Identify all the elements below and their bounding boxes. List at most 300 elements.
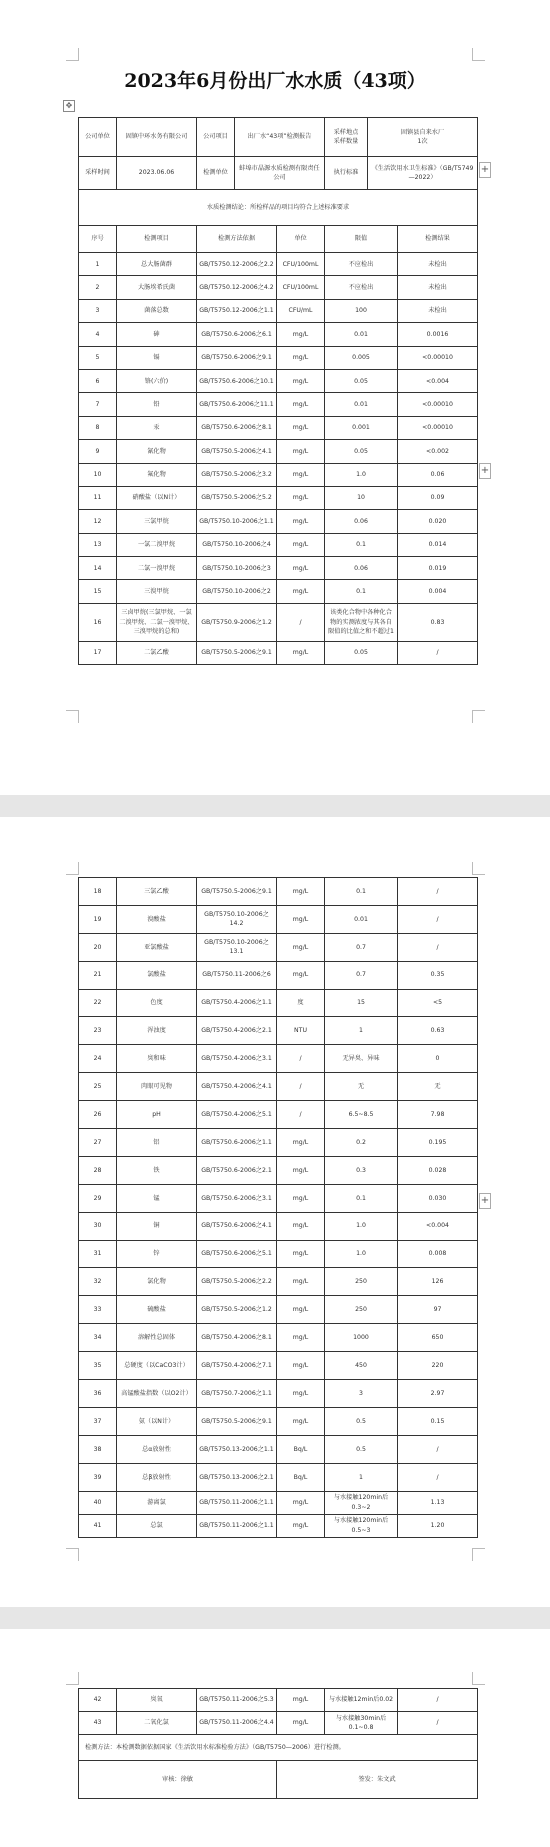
table-row [79, 1352, 478, 1380]
cell-item: 锌 [117, 1240, 197, 1268]
cell-index: 35 [79, 1352, 117, 1380]
cell-limit: 0.1 [325, 878, 398, 906]
cell-limit: 250 [325, 1268, 398, 1296]
crop-mark [472, 862, 485, 875]
cell-method: GB/T5750.11-2006之6 [197, 961, 277, 989]
cell-result: 无 [398, 1073, 478, 1101]
table-row [79, 299, 478, 322]
cell-limit: 该类化合物中各种化合物的实测浓度与其各自限值的比值之和不超过1 [325, 603, 398, 641]
cell-item: 氰化物 [117, 440, 197, 463]
table-move-handle-icon[interactable]: ✥ [63, 100, 75, 112]
conclusion: 水质检测结论：所检样品的项目均符合上述标准要求 [79, 190, 478, 226]
cell-result: 0.028 [398, 1156, 478, 1184]
cell-index: 29 [79, 1184, 117, 1212]
cell-item: 镉 [117, 346, 197, 369]
cell-item: 氯酸盐 [117, 961, 197, 989]
cell-unit: mg/L [277, 416, 325, 439]
cell-result: 220 [398, 1352, 478, 1380]
cell-result: <0.00010 [398, 416, 478, 439]
cell-method: GB/T5750.13-2006之2.1 [197, 1463, 277, 1491]
method-note: 检测方法：本检测数据依据国家《生活饮用水标准检验方法》（GB/T5750—2006）进行检测。 [79, 1735, 478, 1761]
cell-index: 43 [79, 1712, 117, 1735]
cell-item: 菌落总数 [117, 299, 197, 322]
cell-unit: mg/L [277, 486, 325, 509]
cell-result: 0.0016 [398, 323, 478, 346]
cell-method: GB/T5750.4-2006之3.1 [197, 1045, 277, 1073]
cell-method: GB/T5750.4-2006之1.1 [197, 989, 277, 1017]
cell-index: 19 [79, 905, 117, 933]
cell-result: 0.15 [398, 1407, 478, 1435]
cell-limit: 0.01 [325, 393, 398, 416]
cell-limit: 1.0 [325, 1212, 398, 1240]
cell-index: 26 [79, 1101, 117, 1129]
cell-item: 铜 [117, 1212, 197, 1240]
cell-unit: mg/L [277, 440, 325, 463]
cell-method: GB/T5750.13-2006之1.1 [197, 1435, 277, 1463]
cell-unit: mg/L [277, 1514, 325, 1537]
cell-index: 15 [79, 580, 117, 603]
project-label: 公司项目 [197, 118, 235, 157]
table-row [79, 641, 478, 664]
cell-limit: 0.1 [325, 580, 398, 603]
cell-item: 浑浊度 [117, 1017, 197, 1045]
cell-unit: / [277, 1045, 325, 1073]
cell-result: / [398, 905, 478, 933]
table-row [79, 1407, 478, 1435]
cell-method: GB/T5750.10-2006之4 [197, 533, 277, 556]
location-count-labels [325, 118, 368, 157]
cell-item: 硝酸盐（以N计） [117, 486, 197, 509]
cell-limit: 与水接触12min后0.02 [325, 1689, 398, 1712]
cell-unit: mg/L [277, 878, 325, 906]
cell-index: 38 [79, 1435, 117, 1463]
results-table-page-1 [78, 225, 478, 665]
cell-unit: mg/L [277, 393, 325, 416]
table-row [79, 416, 478, 439]
cell-result: / [398, 878, 478, 906]
cell-limit: 与水接触120min后0.5~3 [325, 1514, 398, 1537]
insert-row-button[interactable]: + [479, 463, 491, 479]
cell-method: GB/T5750.6-2006之2.1 [197, 1156, 277, 1184]
cell-unit: mg/L [277, 641, 325, 664]
table-row [79, 905, 478, 933]
cell-limit: 不应检出 [325, 276, 398, 299]
cell-item: 二氯乙酸 [117, 641, 197, 664]
cell-result: 7.98 [398, 1101, 478, 1129]
table-row [79, 510, 478, 533]
cell-index: 4 [79, 323, 117, 346]
date-value: 2023.06.06 [117, 157, 197, 190]
cell-limit: 不应检出 [325, 253, 398, 276]
cell-index: 11 [79, 486, 117, 509]
cell-unit: mg/L [277, 961, 325, 989]
cell-method: GB/T5750.5-2006之4.1 [197, 440, 277, 463]
cell-result: <5 [398, 989, 478, 1017]
cell-index: 20 [79, 933, 117, 961]
cell-method: GB/T5750.4-2006之7.1 [197, 1352, 277, 1380]
cell-limit: 0.05 [325, 369, 398, 392]
cell-index: 1 [79, 253, 117, 276]
cell-unit: / [277, 1073, 325, 1101]
cell-limit: 100 [325, 299, 398, 322]
cell-index: 39 [79, 1463, 117, 1491]
cell-index: 7 [79, 393, 117, 416]
table-row [79, 1184, 478, 1212]
crop-mark [66, 1672, 79, 1685]
cell-result: 0.06 [398, 463, 478, 486]
cell-index: 2 [79, 276, 117, 299]
table-row [79, 393, 478, 416]
cell-method: GB/T5750.6-2006之10.1 [197, 369, 277, 392]
cell-limit: 0.1 [325, 533, 398, 556]
cell-index: 33 [79, 1296, 117, 1324]
cell-item: 硫酸盐 [117, 1296, 197, 1324]
cell-method: GB/T5750.4-2006之4.1 [197, 1073, 277, 1101]
cell-item: 三溴甲烷 [117, 580, 197, 603]
insert-row-button[interactable]: + [479, 1193, 491, 1209]
cell-method: GB/T5750.12-2006之4.2 [197, 276, 277, 299]
cell-result: 0.008 [398, 1240, 478, 1268]
cell-method: GB/T5750.12-2006之1.1 [197, 299, 277, 322]
table-row [79, 1491, 478, 1514]
cell-result: 0.004 [398, 580, 478, 603]
cell-item: 氨（以N计） [117, 1407, 197, 1435]
cell-method: GB/T5750.4-2006之5.1 [197, 1101, 277, 1129]
cell-index: 13 [79, 533, 117, 556]
cell-method: GB/T5750.6-2006之5.1 [197, 1240, 277, 1268]
cell-index: 5 [79, 346, 117, 369]
cell-item: 色度 [117, 989, 197, 1017]
cell-method: GB/T5750.5-2006之9.1 [197, 641, 277, 664]
cell-item: pH [117, 1101, 197, 1129]
cell-result: / [398, 641, 478, 664]
cell-index: 14 [79, 557, 117, 580]
col-header-item: 检测项目 [117, 226, 197, 253]
cell-item: 氟化物 [117, 463, 197, 486]
cell-method: GB/T5750.11-2006之1.1 [197, 1514, 277, 1537]
crop-mark [472, 48, 485, 61]
cell-index: 28 [79, 1156, 117, 1184]
cell-method: GB/T5750.11-2006之1.1 [197, 1491, 277, 1514]
cell-unit: mg/L [277, 1407, 325, 1435]
count-label: 采样数量 [333, 138, 359, 145]
cell-limit: 250 [325, 1296, 398, 1324]
cell-item: 锰 [117, 1184, 197, 1212]
cell-index: 21 [79, 961, 117, 989]
table-row [79, 369, 478, 392]
cell-result: 0.030 [398, 1184, 478, 1212]
cell-index: 17 [79, 641, 117, 664]
cell-limit: 1.0 [325, 463, 398, 486]
cell-limit: 无异臭、异味 [325, 1045, 398, 1073]
unit-value: 蚌埠市晶源水质检测有限责任公司 [235, 157, 325, 190]
table-row [79, 878, 478, 906]
cell-index: 31 [79, 1240, 117, 1268]
cell-unit: mg/L [277, 1324, 325, 1352]
table-row [79, 346, 478, 369]
crop-mark [66, 710, 79, 723]
cell-limit: 10 [325, 486, 398, 509]
cell-item: 三氯乙酸 [117, 878, 197, 906]
cell-method: GB/T5750.4-2006之2.1 [197, 1017, 277, 1045]
table-row [79, 1380, 478, 1408]
date-label: 采样时间 [79, 157, 117, 190]
cell-item: 一氯二溴甲烷 [117, 533, 197, 556]
cell-index: 10 [79, 463, 117, 486]
cell-limit: 与水接触30min后0.1~0.8 [325, 1712, 398, 1735]
cell-result: / [398, 933, 478, 961]
cell-result: 0.014 [398, 533, 478, 556]
cell-unit: mg/L [277, 1212, 325, 1240]
cell-unit: mg/L [277, 369, 325, 392]
cell-item: 二氧化氯 [117, 1712, 197, 1735]
cell-unit: mg/L [277, 1129, 325, 1157]
cell-method: GB/T5750.10-2006之13.1 [197, 933, 277, 961]
table-row [79, 933, 478, 961]
cell-limit: 1 [325, 1017, 398, 1045]
cell-unit: mg/L [277, 580, 325, 603]
cell-limit: 与水接触120min后0.3~2 [325, 1491, 398, 1514]
cell-item: 总大肠菌群 [117, 253, 197, 276]
cell-method: GB/T5750.12-2006之2.2 [197, 253, 277, 276]
cell-item: 臭氧 [117, 1689, 197, 1712]
cell-result: <0.004 [398, 1212, 478, 1240]
cell-unit: CFU/mL [277, 299, 325, 322]
cell-result: 0.019 [398, 557, 478, 580]
cell-index: 22 [79, 989, 117, 1017]
cell-index: 23 [79, 1017, 117, 1045]
cell-limit: 0.7 [325, 933, 398, 961]
table-row [79, 1689, 478, 1712]
cell-result: 2.97 [398, 1380, 478, 1408]
cell-limit: 1.0 [325, 1240, 398, 1268]
cell-method: GB/T5750.10-2006之1.1 [197, 510, 277, 533]
table-row [79, 463, 478, 486]
cell-item: 氯化物 [117, 1268, 197, 1296]
cell-method: GB/T5750.5-2006之2.2 [197, 1268, 277, 1296]
cell-method: GB/T5750.9-2006之1.2 [197, 603, 277, 641]
cell-result: 0.83 [398, 603, 478, 641]
crop-mark [66, 48, 79, 61]
cell-unit: CFU/100mL [277, 253, 325, 276]
cell-limit: 3 [325, 1380, 398, 1408]
col-header-result: 检测结果 [398, 226, 478, 253]
cell-method: GB/T5750.4-2006之8.1 [197, 1324, 277, 1352]
cell-limit: 0.001 [325, 416, 398, 439]
cell-method: GB/T5750.7-2006之1.1 [197, 1380, 277, 1408]
table-row [79, 603, 478, 641]
table-row [79, 1514, 478, 1537]
page-gap [0, 795, 550, 817]
table-row [79, 1156, 478, 1184]
table-row [79, 1073, 478, 1101]
cell-method: GB/T5750.6-2006之6.1 [197, 323, 277, 346]
table-row [79, 276, 478, 299]
reviewer: 审核：徐敏 [79, 1761, 277, 1799]
document-title: 2023年6月份出厂水水质（43项） [124, 70, 426, 92]
cell-limit: 0.06 [325, 510, 398, 533]
project-value: 出厂水“43项”检测报告 [235, 118, 325, 157]
cell-unit: mg/L [277, 1491, 325, 1514]
table-row [79, 1240, 478, 1268]
cell-index: 32 [79, 1268, 117, 1296]
table-row [79, 1296, 478, 1324]
table-row [79, 533, 478, 556]
cell-unit: mg/L [277, 346, 325, 369]
cell-result: 0.63 [398, 1017, 478, 1045]
cell-result: 0 [398, 1045, 478, 1073]
cell-unit: / [277, 603, 325, 641]
cell-unit: mg/L [277, 1689, 325, 1712]
table-row [79, 1463, 478, 1491]
std-label: 执行标准 [325, 157, 368, 190]
cell-index: 40 [79, 1491, 117, 1514]
cell-limit: 0.3 [325, 1156, 398, 1184]
table-row [79, 1101, 478, 1129]
table-row [79, 1435, 478, 1463]
cell-method: GB/T5750.6-2006之3.1 [197, 1184, 277, 1212]
cell-item: 溴酸盐 [117, 905, 197, 933]
cell-limit: 0.06 [325, 557, 398, 580]
cell-unit: mg/L [277, 533, 325, 556]
cell-item: 亚氯酸盐 [117, 933, 197, 961]
cell-index: 41 [79, 1514, 117, 1537]
cell-unit: mg/L [277, 1380, 325, 1408]
cell-item: 铅 [117, 393, 197, 416]
cell-limit: 0.05 [325, 641, 398, 664]
cell-result: / [398, 1435, 478, 1463]
col-header-method: 检测方法依据 [197, 226, 277, 253]
insert-row-button[interactable]: + [479, 162, 491, 178]
col-header-index: 序号 [79, 226, 117, 253]
cell-method: GB/T5750.6-2006之11.1 [197, 393, 277, 416]
results-table-page-3 [78, 1688, 478, 1799]
table-row [79, 1129, 478, 1157]
cell-index: 42 [79, 1689, 117, 1712]
cell-limit: 1 [325, 1463, 398, 1491]
cell-result: / [398, 1689, 478, 1712]
cell-result: 1.13 [398, 1491, 478, 1514]
table-row [79, 1045, 478, 1073]
table-row [79, 961, 478, 989]
cell-method: GB/T5750.10-2006之14.2 [197, 905, 277, 933]
table-row [79, 1212, 478, 1240]
cell-unit: CFU/100mL [277, 276, 325, 299]
cell-unit: mg/L [277, 1352, 325, 1380]
col-header-unit: 单位 [277, 226, 325, 253]
cell-index: 34 [79, 1324, 117, 1352]
cell-index: 27 [79, 1129, 117, 1157]
cell-index: 37 [79, 1407, 117, 1435]
cell-method: GB/T5750.6-2006之1.1 [197, 1129, 277, 1157]
cell-item: 铝 [117, 1129, 197, 1157]
cell-item: 高锰酸盐指数（以O2计） [117, 1380, 197, 1408]
cell-item: 总α放射性 [117, 1435, 197, 1463]
approver: 签发：朱文武 [277, 1761, 478, 1799]
cell-index: 8 [79, 416, 117, 439]
cell-index: 36 [79, 1380, 117, 1408]
cell-limit: 无 [325, 1073, 398, 1101]
cell-limit: 0.01 [325, 323, 398, 346]
cell-method: GB/T5750.5-2006之9.1 [197, 1407, 277, 1435]
cell-result: <0.002 [398, 440, 478, 463]
cell-method: GB/T5750.5-2006之1.2 [197, 1296, 277, 1324]
cell-item: 汞 [117, 416, 197, 439]
cell-result: / [398, 1463, 478, 1491]
crop-mark [472, 710, 485, 723]
cell-result: 0.195 [398, 1129, 478, 1157]
cell-limit: 0.5 [325, 1407, 398, 1435]
page-gap [0, 1607, 550, 1629]
cell-item: 臭和味 [117, 1045, 197, 1073]
cell-index: 24 [79, 1045, 117, 1073]
cell-limit: 0.5 [325, 1435, 398, 1463]
cell-method: GB/T5750.5-2006之3.2 [197, 463, 277, 486]
cell-limit: 0.05 [325, 440, 398, 463]
cell-result: 未检出 [398, 253, 478, 276]
cell-unit: mg/L [277, 1712, 325, 1735]
cell-result: <0.004 [398, 369, 478, 392]
std-value: 《生活饮用水卫生标准》（GB/T5749—2022） [368, 157, 478, 190]
cell-method: GB/T5750.5-2006之9.1 [197, 878, 277, 906]
cell-result: <0.00010 [398, 346, 478, 369]
cell-item: 肉眼可见物 [117, 1073, 197, 1101]
cell-unit: mg/L [277, 1184, 325, 1212]
cell-index: 9 [79, 440, 117, 463]
table-header-row [79, 226, 478, 253]
cell-method: GB/T5750.11-2006之4.4 [197, 1712, 277, 1735]
cell-index: 18 [79, 878, 117, 906]
header-table [78, 117, 478, 226]
cell-index: 12 [79, 510, 117, 533]
cell-result: 0.35 [398, 961, 478, 989]
location-value: 固镇县自来水厂 [400, 128, 445, 136]
cell-unit: mg/L [277, 1296, 325, 1324]
cell-result: 未检出 [398, 276, 478, 299]
cell-unit: mg/L [277, 463, 325, 486]
cell-limit: 0.005 [325, 346, 398, 369]
cell-item: 铁 [117, 1156, 197, 1184]
company-value: 固镇中环水务有限公司 [117, 118, 197, 157]
table-row [79, 989, 478, 1017]
company-label: 公司单位 [79, 118, 117, 157]
cell-unit: Bq/L [277, 1463, 325, 1491]
cell-item: 砷 [117, 323, 197, 346]
cell-method: GB/T5750.6-2006之8.1 [197, 416, 277, 439]
table-row [79, 580, 478, 603]
cell-item: 三氯甲烷 [117, 510, 197, 533]
cell-limit: 0.01 [325, 905, 398, 933]
cell-unit: Bq/L [277, 1435, 325, 1463]
cell-unit: mg/L [277, 933, 325, 961]
cell-item: 游离氯 [117, 1491, 197, 1514]
table-row [79, 557, 478, 580]
cell-result: <0.00010 [398, 393, 478, 416]
cell-result: 0.09 [398, 486, 478, 509]
cell-unit: mg/L [277, 1240, 325, 1268]
cell-index: 30 [79, 1212, 117, 1240]
cell-result: 未检出 [398, 299, 478, 322]
cell-unit: mg/L [277, 557, 325, 580]
cell-unit: mg/L [277, 323, 325, 346]
cell-limit: 15 [325, 989, 398, 1017]
cell-method: GB/T5750.6-2006之4.1 [197, 1212, 277, 1240]
results-table-page-2 [78, 877, 478, 1538]
cell-unit: mg/L [277, 1268, 325, 1296]
cell-result: / [398, 1712, 478, 1735]
cell-limit: 0.1 [325, 1184, 398, 1212]
table-row [79, 1268, 478, 1296]
